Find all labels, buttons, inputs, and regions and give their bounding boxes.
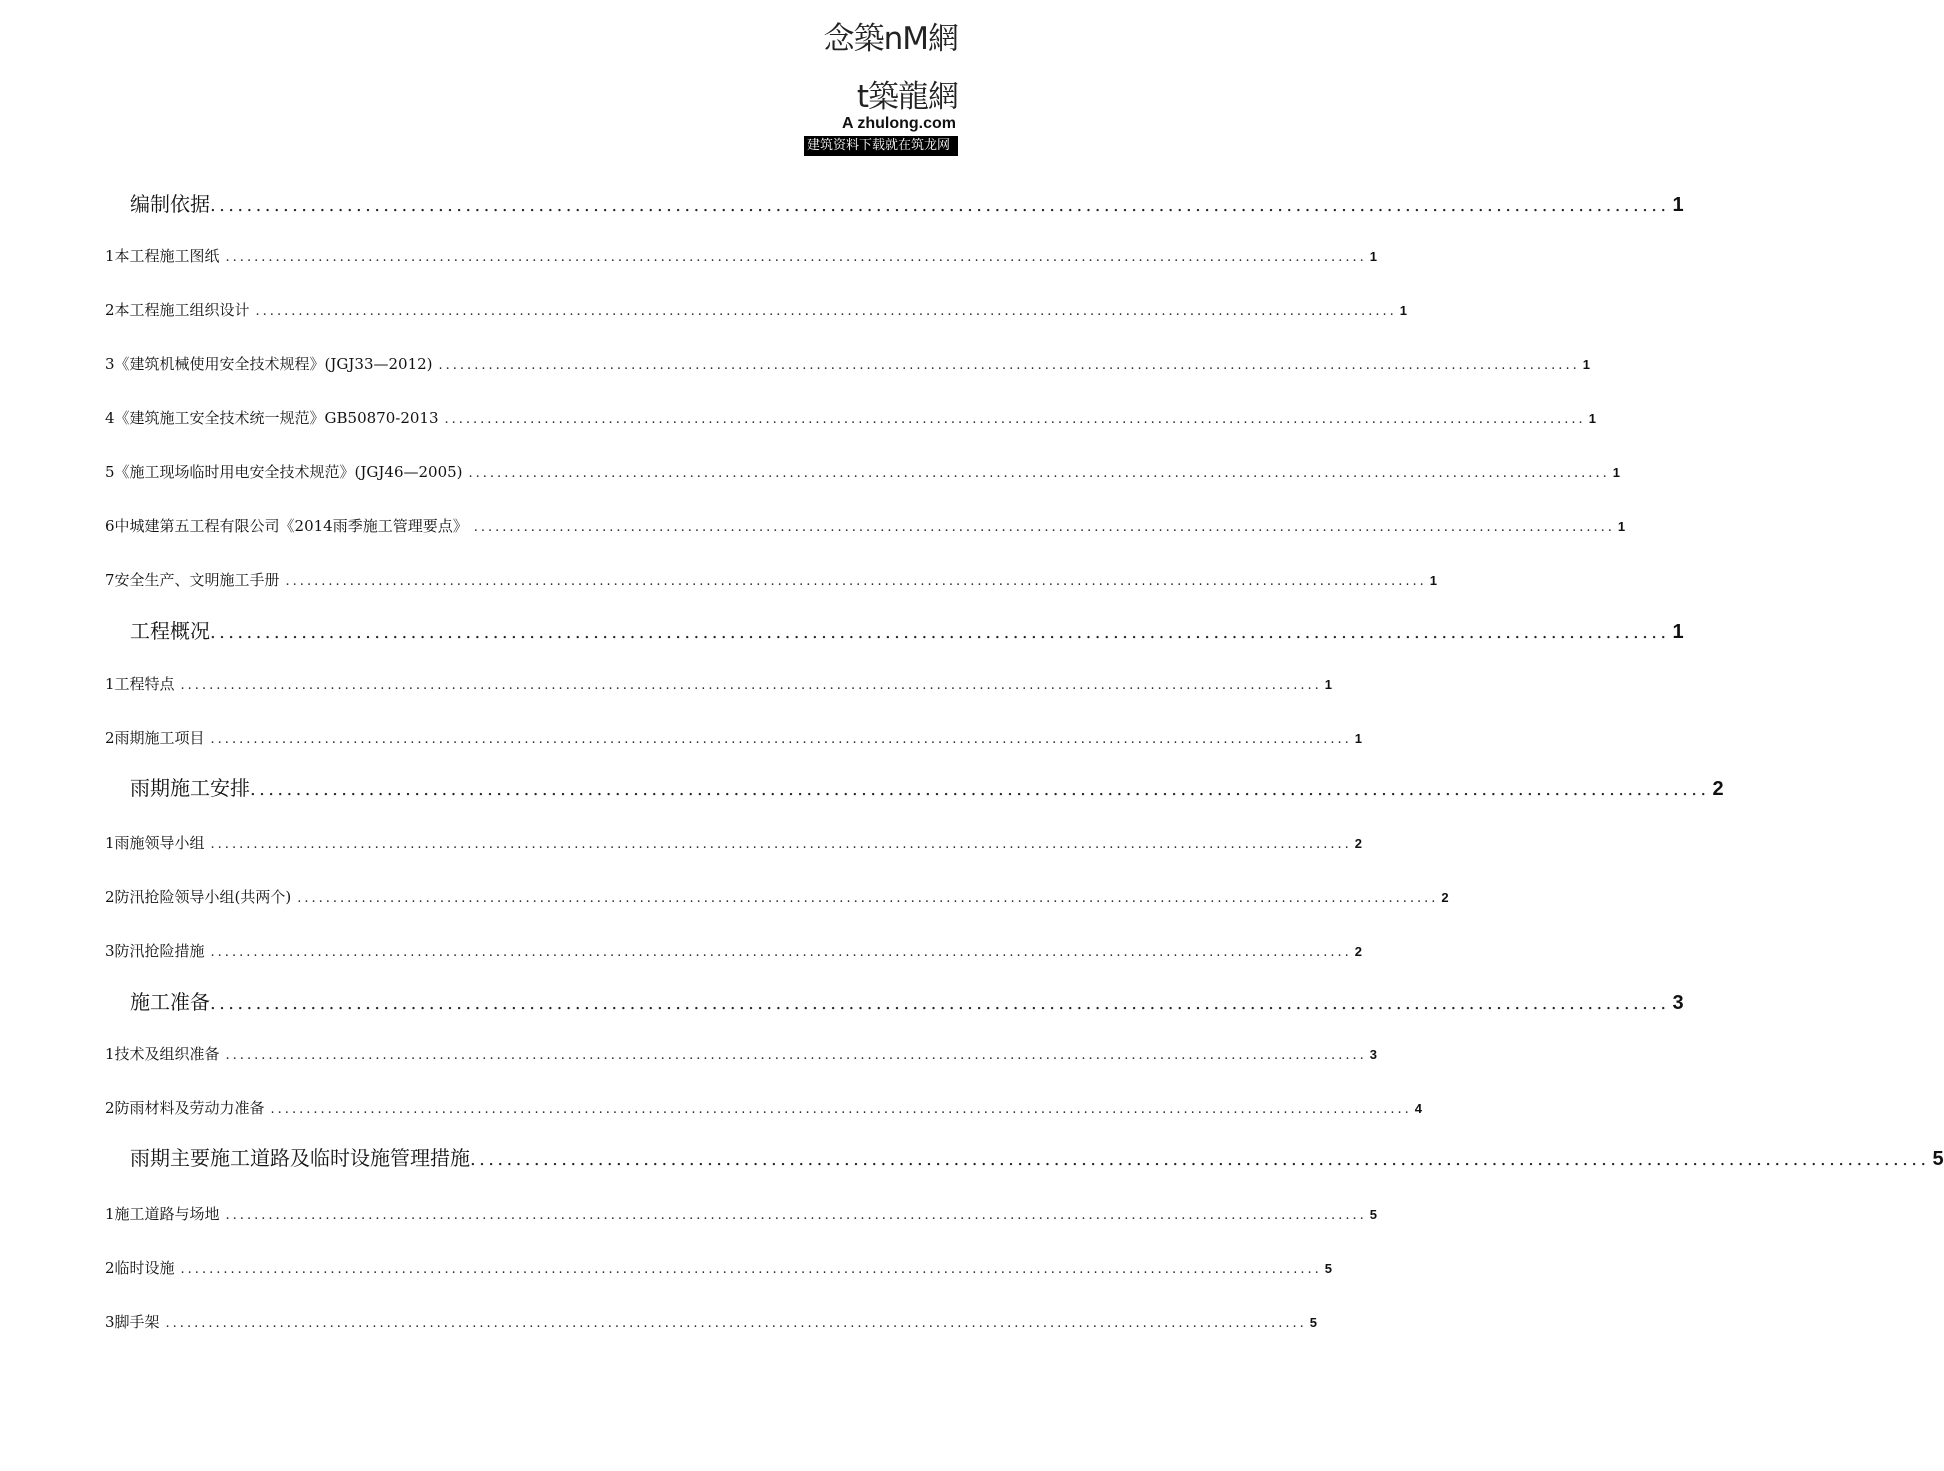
toc-entry[interactable] — [105, 1203, 1377, 1224]
toc-entry[interactable] — [105, 461, 1620, 482]
toc-leader-dots: ................................................................................................................................................................ — [210, 195, 1670, 216]
toc-entry[interactable] — [105, 1097, 1422, 1118]
toc-entry-label: 2防雨材料及劳动力准备 — [105, 1099, 265, 1117]
toc-entry-page: 1 — [1588, 411, 1596, 426]
toc-entry-label: 3《建筑机械使用安全技术规程》(JGJ33—2012) — [105, 355, 433, 373]
toc-entry-label: 5《施工现场临时用电安全技术规范》(JGJ46—2005) — [105, 463, 463, 481]
toc-leader-dots: ................................................................................................................................................................ — [180, 1262, 1322, 1277]
logo-line-2: t築龍網 — [856, 79, 958, 115]
toc-entry[interactable] — [105, 515, 1626, 536]
toc-entry-page: 3 — [1672, 992, 1684, 1014]
toc-entry-page: 2 — [1441, 890, 1449, 905]
toc-entry-page: 3 — [1369, 1047, 1377, 1062]
toc-leader-dots: ................................................................................................................................................................ — [180, 678, 1322, 693]
toc-entry-label: 施工准备 — [130, 990, 210, 1014]
toc-leader-dots: ................................................................................................................................................................ — [473, 520, 1615, 535]
toc-entry[interactable] — [105, 1311, 1317, 1332]
toc-entry[interactable] — [105, 886, 1449, 907]
toc-entry-page: 1 — [1429, 573, 1437, 588]
toc-entry-page: 1 — [1582, 357, 1590, 372]
toc-entry[interactable] — [105, 407, 1596, 428]
toc-entry-page: 2 — [1354, 836, 1362, 851]
toc-entry-page: 1 — [1324, 677, 1332, 692]
toc-entry-label: 2防汛抢险领导小组(共两个) — [105, 888, 292, 906]
toc-leader-dots: ................................................................................................................................................................ — [210, 993, 1670, 1014]
toc-entry-label: 1工程特点 — [105, 675, 175, 693]
toc-entry-page: 1 — [1399, 303, 1407, 318]
toc-entry-label: 1雨施领导小组 — [105, 834, 205, 852]
toc-entry[interactable] — [130, 1142, 1944, 1171]
logo-line-1: 念築nM網 — [823, 21, 958, 57]
toc-entry-label: 3脚手架 — [105, 1313, 160, 1331]
toc-leader-dots: ................................................................................................................................................................ — [470, 1149, 1930, 1170]
toc-entry-page: 1 — [1369, 249, 1377, 264]
toc-entry[interactable] — [130, 986, 1684, 1015]
toc-leader-dots: ................................................................................................................................................................ — [270, 1102, 1412, 1117]
toc-entry-label: 1技术及组织准备 — [105, 1045, 220, 1063]
toc-entry-label: 2本工程施工组织设计 — [105, 301, 250, 319]
toc-entry[interactable] — [130, 772, 1724, 801]
toc-entry[interactable] — [105, 299, 1407, 320]
toc-entry-label: 4《建筑施工安全技术统一规范》GB50870-2013 — [105, 409, 439, 427]
toc-entry-label: 1施工道路与场地 — [105, 1205, 220, 1223]
toc-leader-dots: ................................................................................................................................................................ — [285, 574, 1427, 589]
toc-entry-page: 1 — [1617, 519, 1626, 534]
toc-entry[interactable] — [105, 245, 1377, 266]
toc-entry-label: 工程概况 — [130, 619, 210, 643]
toc-entry[interactable] — [130, 188, 1684, 217]
toc-entry-page: 5 — [1309, 1315, 1317, 1330]
toc-leader-dots: ................................................................................................................................................................ — [165, 1316, 1307, 1331]
toc-leader-dots: ................................................................................................................................................................ — [225, 250, 1367, 265]
toc-entry-page: 1 — [1672, 194, 1684, 216]
toc-entry[interactable] — [105, 727, 1362, 748]
toc-leader-dots: ................................................................................................................................................................ — [210, 732, 1352, 747]
toc-entry-label: 6中城建第五工程有限公司《2014雨季施工管理要点》 — [105, 517, 468, 535]
toc-entry-label: 雨期主要施工道路及临时设施管理措施 — [130, 1146, 470, 1170]
toc-entry[interactable] — [105, 569, 1437, 590]
toc-entry-label: 3防汛抢险措施 — [105, 942, 205, 960]
toc-entry[interactable] — [105, 1257, 1332, 1278]
toc-entry[interactable] — [130, 615, 1684, 644]
toc-entry-label: 雨期施工安排 — [130, 776, 250, 800]
logo-domain: A zhulong.com — [841, 115, 956, 132]
toc-entry-page: 1 — [1672, 621, 1684, 643]
toc-entry[interactable] — [105, 1043, 1377, 1064]
toc-leader-dots: ................................................................................................................................................................ — [297, 891, 1439, 906]
toc-entry-page: 5 — [1369, 1207, 1377, 1222]
toc-leader-dots: ................................................................................................................................................................ — [210, 837, 1352, 852]
toc-leader-dots: ................................................................................................................................................................ — [438, 358, 1580, 373]
toc-entry-page: 2 — [1712, 778, 1724, 800]
toc-entry-page: 2 — [1354, 944, 1362, 959]
toc-leader-dots: ................................................................................................................................................................ — [250, 779, 1710, 800]
toc-entry-page: 5 — [1932, 1148, 1944, 1170]
logo-slogan: 建筑资料下载就在筑龙网 — [804, 136, 958, 156]
toc-entry[interactable] — [105, 353, 1590, 374]
toc-leader-dots: ................................................................................................................................................................ — [468, 466, 1610, 481]
toc-leader-dots: ................................................................................................................................................................ — [255, 304, 1397, 319]
toc-entry-label: 2临时设施 — [105, 1259, 175, 1277]
toc-entry-page: 4 — [1414, 1101, 1422, 1116]
toc-entry-label: 2雨期施工项目 — [105, 729, 205, 747]
toc-entry[interactable] — [105, 673, 1332, 694]
toc-entry-label: 编制依据 — [130, 192, 210, 216]
toc-entry-label: 1本工程施工图纸 — [105, 247, 220, 265]
toc-leader-dots: ................................................................................................................................................................ — [225, 1048, 1367, 1063]
toc-leader-dots: ................................................................................................................................................................ — [210, 945, 1352, 960]
toc-entry-page: 1 — [1612, 465, 1620, 480]
toc-entry-page: 1 — [1354, 731, 1362, 746]
toc-leader-dots: ................................................................................................................................................................ — [225, 1208, 1367, 1223]
toc-leader-dots: ................................................................................................................................................................ — [210, 622, 1670, 643]
toc-leader-dots: ................................................................................................................................................................ — [444, 412, 1586, 427]
toc-entry[interactable] — [105, 940, 1362, 961]
toc-entry[interactable] — [105, 832, 1362, 853]
toc-entry-label: 7安全生产、文明施工手册 — [105, 571, 280, 589]
toc-entry-page: 5 — [1324, 1261, 1332, 1276]
